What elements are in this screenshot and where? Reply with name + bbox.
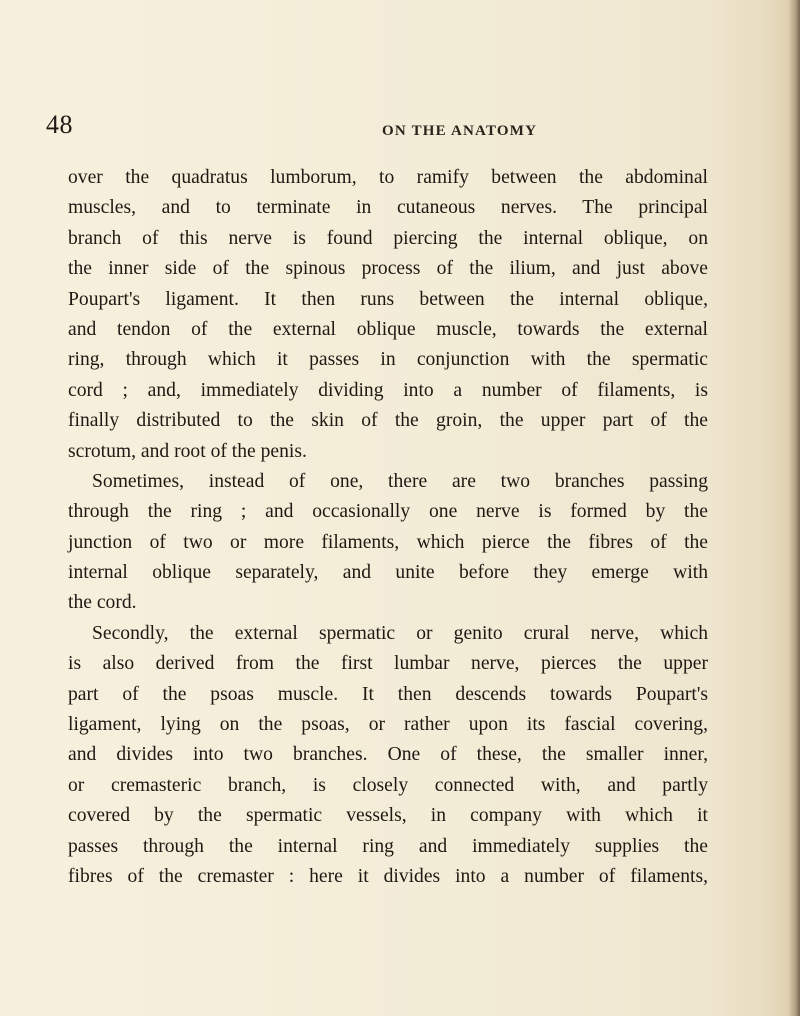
text-line: part of the psoas muscle. It then descends towards Poupart's: [68, 683, 708, 705]
text-line: and tendon of the external oblique muscle, towards the external: [68, 318, 708, 340]
text-line: muscles, and to terminate in cutaneous nerves. The principal: [68, 197, 708, 219]
body-text: [68, 163, 708, 892]
text-line: Secondly, the external spermatic or genito crural nerve, which: [92, 622, 708, 644]
page-edge-shadow: [788, 0, 800, 1016]
text-line: Sometimes, instead of one, there are two branches passing: [92, 470, 708, 492]
text-line: covered by the spermatic vessels, in company with which it: [68, 805, 708, 827]
running-title: ON THE ANATOMY: [382, 123, 538, 139]
text-line: junction of two or more filaments, which pierce the fibres of the: [68, 531, 708, 553]
text-line: branch of this nerve is found piercing the internal oblique, on: [68, 227, 708, 249]
page-header: [46, 110, 746, 150]
text-line: over the quadratus lumborum, to ramify between the abdominal: [68, 167, 708, 188]
text-line: cord ; and, immediately dividing into a number of filaments, is: [68, 379, 708, 401]
text-line: finally distributed to the skin of the groin, the upper part of the: [68, 410, 708, 432]
text-line: scrotum, and root of the penis.: [68, 440, 307, 462]
text-line: the inner side of the spinous process of the ilium, and just above: [68, 258, 708, 280]
text-line: passes through the internal ring and immediately supplies the: [68, 835, 708, 857]
text-line: ring, through which it passes in conjunction with the spermatic: [68, 349, 708, 371]
text-line: internal oblique separately, and unite before they emerge with: [68, 562, 708, 584]
text-line: fibres of the cremaster : here it divides into a number of filaments,: [68, 865, 708, 887]
text-line: is also derived from the first lumbar nerve, pierces the upper: [68, 653, 708, 675]
text-line: through the ring ; and occasionally one nerve is formed by the: [68, 501, 708, 523]
text-line: or cremasteric branch, is closely connected with, and partly: [68, 774, 708, 796]
text-line: ligament, lying on the psoas, or rather upon its fascial covering,: [68, 714, 708, 736]
text-line: the cord.: [68, 592, 137, 614]
text-line: Poupart's ligament. It then runs between the internal oblique,: [68, 288, 708, 310]
page-number: 48: [46, 110, 73, 139]
text-line: and divides into two branches. One of these, the smaller inner,: [68, 744, 708, 766]
